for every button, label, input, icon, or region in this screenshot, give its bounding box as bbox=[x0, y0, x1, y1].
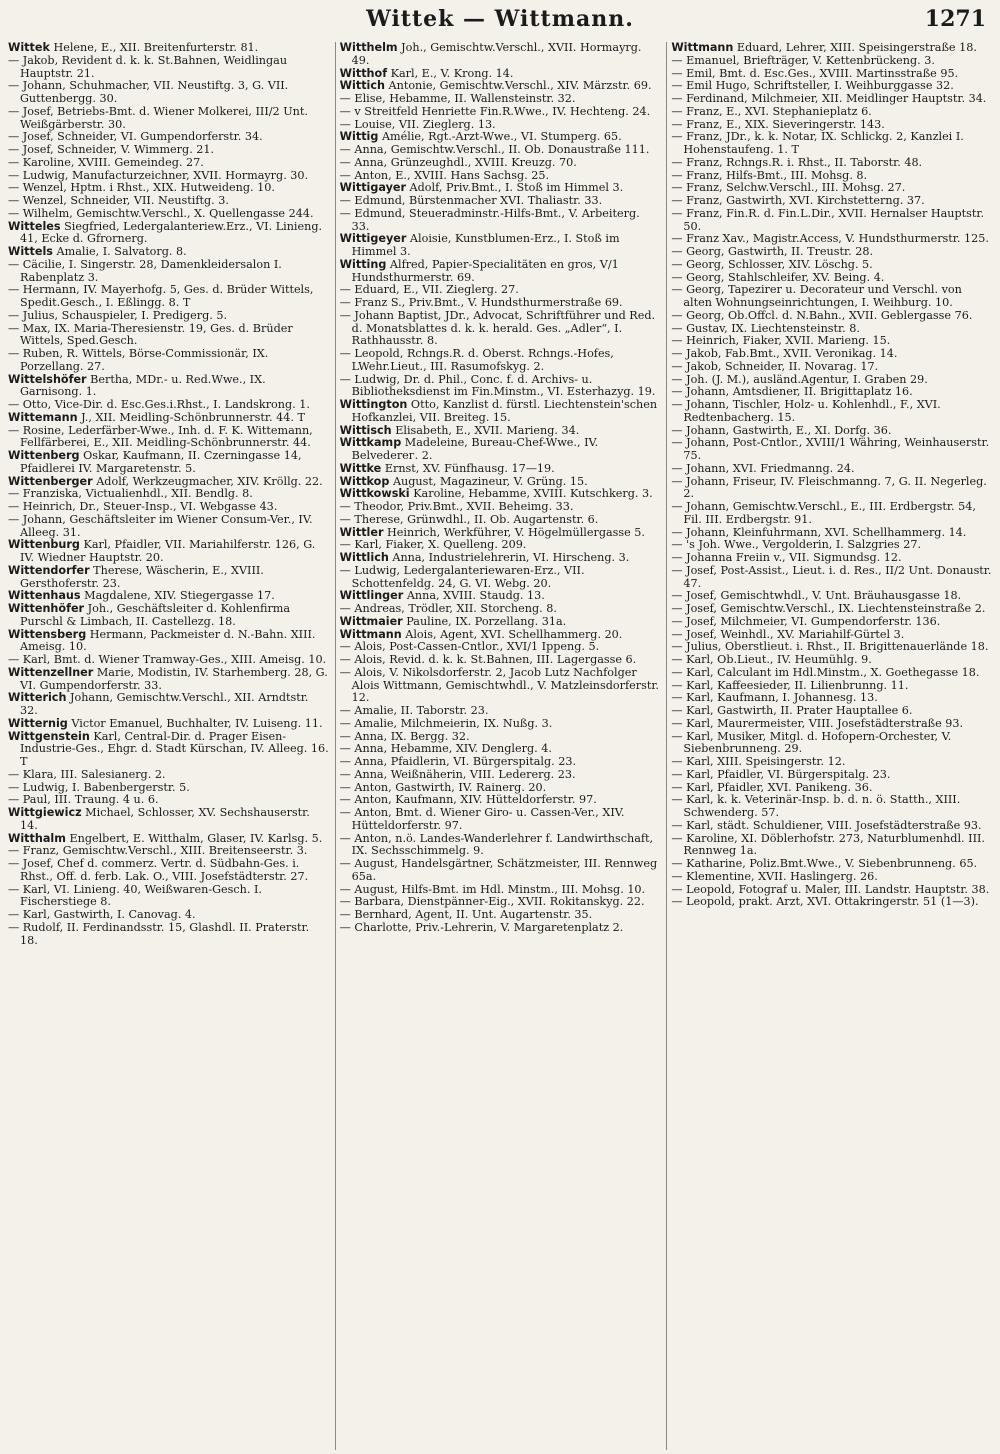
running-title: Wittek — Wittmann. bbox=[366, 6, 634, 32]
entry-text: Marie, Modistin, IV. Starhemberg. 28, G. VI. Gumpendorferstr. 33. bbox=[20, 665, 328, 692]
entry-text: Oskar, Kaufmann, II. Czerningasse 14, Pfaidlerei IV. Margaretenstr. 5. bbox=[20, 449, 302, 475]
entry-text: — Rosine, Lederfärber-Wwe., Inh. d. F. K. Wittemann, Fellfärberei, E., XII. Meidling-Schönbrunnerstr. 44. bbox=[8, 423, 313, 450]
directory-entry bbox=[340, 399, 661, 425]
entry-text: — 's Joh. Wwe., Vergolderin, I. Salzgries 27. bbox=[671, 538, 922, 552]
directory-entry bbox=[8, 55, 329, 81]
entry-text: — Jakob, Revident d. k. k. St.Bahnen, Weidlingau Hauptstr. 21. bbox=[8, 53, 288, 80]
entry-text: — Josef, Chef d. commerz. Vertr. d. Südbahn-Ges. i. Rhst., Off. d. ferb. Lak. O., VIII. Josefstädterstr. 27. bbox=[8, 857, 309, 883]
entry-text: — Georg, Gastwirth, II. Treustr. 28. bbox=[671, 245, 874, 258]
entry-text: Elisabeth, E., XVII. Marieng. 34. bbox=[391, 423, 580, 437]
entry-text: Eduard, Lehrer, XIII. Speisingerstraße 18. bbox=[733, 42, 977, 54]
directory-entry bbox=[8, 259, 329, 285]
entry-text: — Anton, Bmt. d. Wiener Giro- u. Cassen-Ver., XIV. Hütteldorferstr. 97. bbox=[339, 806, 625, 832]
entry-text: — Gustav, IX. Liechtensteinstr. 8. bbox=[671, 321, 860, 335]
directory-entry bbox=[8, 858, 329, 884]
entry-surname: Wittgiewicz bbox=[8, 806, 82, 819]
entry-surname: Wittenberg bbox=[8, 449, 80, 462]
entry-text: — Bernhard, Agent, II. Unt. Augartenstr. 35. bbox=[339, 908, 593, 921]
entry-text: August, Magazineur, V. Grüng. 15. bbox=[389, 474, 588, 488]
entry-text: — Alois, Post-Cassen-Cntlor., XVI/1 Ippeng. 5. bbox=[339, 640, 600, 654]
entry-surname: Wittek bbox=[8, 42, 50, 54]
entry-text: — Franz, Rchngs.R. i. Rhst., II. Taborstr. 48. bbox=[671, 155, 923, 169]
entry-text: Antonie, Gemischtw.Verschl., XIV. Märzstr. 69. bbox=[384, 79, 652, 93]
entry-text: — Johann, Kleinfuhrmann, XVI. Schellhammerg. 14. bbox=[671, 525, 967, 539]
entry-text: — Josef, Schneider, V. Wimmerg. 21. bbox=[8, 143, 215, 156]
entry-text: — Franz, Hilfs-Bmt., III. Mohsg. 8. bbox=[671, 168, 868, 182]
directory-entry bbox=[8, 603, 329, 629]
directory-entry bbox=[340, 807, 661, 833]
directory-entry bbox=[8, 884, 329, 910]
entry-text: — Ludwig, I. Babenbergerstr. 5. bbox=[8, 780, 190, 794]
entry-surname: Wittisch bbox=[339, 423, 392, 437]
column-middle bbox=[335, 42, 661, 1450]
entry-text: Amélie, Rgt.-Arzt-Wwe., VI. Stumperg. 65. bbox=[378, 130, 622, 144]
entry-text: — Louise, VII. Zieglerg. 13. bbox=[339, 117, 496, 131]
entry-surname: Wittkamp bbox=[339, 436, 402, 450]
entry-text: Amalie, I. Salvatorg. 8. bbox=[52, 245, 187, 258]
entry-text: — Katharine, Poliz.Bmt.Wwe., V. Siebenbrunneng. 65. bbox=[671, 857, 978, 870]
entry-text: Hermann, Packmeister d. N.-Bahn. XIII. Ameisg. 10. bbox=[20, 627, 316, 654]
entry-text: — Karoline, XVIII. Gemeindeg. 27. bbox=[8, 155, 204, 169]
directory-entry bbox=[340, 667, 661, 705]
entry-text: — Karl, Bmt. d. Wiener Tramway-Ges., XIII. Ameisg. 10. bbox=[8, 653, 327, 666]
directory-entry bbox=[8, 284, 329, 310]
entry-text: — Johann, Friseur, IV. Fleischmanng. 7, G. II. Negerleg. 2. bbox=[671, 474, 987, 501]
entry-text: — Anna, Weißnäherin, VIII. Ledererg. 23. bbox=[339, 767, 576, 781]
entry-text: — Josef, Post-Assist., Lieut. i. d. Res., II/2 Unt. Donaustr. 47. bbox=[671, 563, 992, 590]
entry-surname: Wittenzellner bbox=[8, 665, 94, 679]
entry-text: — Karl, Pfaidler, VI. Bürgerspitalg. 23. bbox=[671, 767, 891, 781]
directory-entry bbox=[340, 437, 661, 463]
entry-text: — Franziska, Victualienhdl., XII. Bendlg. 8. bbox=[8, 487, 253, 501]
entry-surname: Wittels bbox=[8, 245, 53, 258]
entry-text: — Karl, Ob.Lieut., IV. Heumühlg. 9. bbox=[671, 653, 872, 666]
entry-text: — Karl, k. k. Veterinär-Insp. b. d. n. ö. Statth., XIII. Schwenderg. 57. bbox=[671, 793, 961, 819]
entry-text: — Franz, Gemischtw.Verschl., XIII. Breitenseerstr. 3. bbox=[8, 844, 308, 858]
directory-entry bbox=[8, 374, 329, 400]
entry-surname: Wittensberg bbox=[8, 627, 87, 641]
entry-text: Madeleine, Bureau-Chef-Wwe., IV. Belvederег. 2. bbox=[351, 436, 599, 462]
entry-text: — Emil Hugo, Schriftsteller, I. Weihburggasse 32. bbox=[671, 79, 954, 93]
entry-text: — Georg, Stahlschleifer, XV. Being. 4. bbox=[671, 270, 885, 284]
entry-text: Heinrich, Werkführer, V. Högelmüllergasse 5. bbox=[383, 525, 645, 539]
entry-surname: Witthelm bbox=[339, 42, 398, 54]
entry-text: — Otto, Vice-Dir. d. Esc.Ges.i.Rhst., I. Landskrong. 1. bbox=[8, 398, 310, 411]
directory-entry bbox=[671, 284, 992, 310]
entry-surname: Wittmann bbox=[339, 627, 402, 641]
directory-entry bbox=[671, 131, 992, 157]
entry-text: — Karl, XIII. Speisingerstr. 12. bbox=[671, 755, 846, 768]
directory-entry bbox=[671, 501, 992, 527]
entry-text: J., XII. Meidling-Schönbrunnerstr. 44. T bbox=[77, 410, 305, 424]
entry-text: — Klementine, XVII. Haslingerg. 26. bbox=[671, 869, 878, 883]
entry-text: — Franz, E., XIX. Sieveringerstr. 143. bbox=[671, 117, 885, 131]
directory-entry bbox=[8, 348, 329, 374]
entry-surname: Wittenhöfer bbox=[8, 602, 85, 615]
entry-text: — Karl, VI. Linieng. 40, Weißwaren-Gesch. I. Fischerstiege 8. bbox=[8, 882, 262, 909]
directory-entry bbox=[340, 922, 661, 935]
entry-text: — Paul, III. Traung. 4 u. 6. bbox=[8, 793, 159, 807]
entry-text: — Anton, n.ö. Landes-Wanderlehrer f. Landwirthschaft, IX. Sechsschimmelg. 9. bbox=[339, 831, 654, 858]
entry-surname: Wittkowski bbox=[339, 487, 410, 501]
entry-text: — Julius, Schauspieler, I. Predigerg. 5. bbox=[8, 308, 228, 322]
entry-text: Alfred, Papier-Specialitäten en gros, V/1 Hundsthurmerstr. 69. bbox=[351, 257, 619, 284]
directory-entry bbox=[8, 922, 329, 948]
directory-entry bbox=[8, 221, 329, 247]
directory-entry bbox=[340, 348, 661, 374]
entry-text: — Johann, Geschäftsleiter im Wiener Consum-Ver., IV. Alleeg. 31. bbox=[8, 512, 313, 539]
entry-surname: Wittgenstein bbox=[8, 729, 90, 743]
directory-entry bbox=[8, 692, 329, 718]
entry-text: — Karl, Kaufmann, I. Johannesg. 13. bbox=[671, 691, 878, 705]
entry-text: — August, Handelsgärtner, Schätzmeister, III. Rennweg 65a. bbox=[339, 857, 658, 883]
page-header bbox=[0, 6, 1000, 36]
entry-text: — Alois, V. Nikolsdorferstr. 2, Jacob Lutz Nachfolger Alois Wittmann, Gemischtwhdl., V. Matzleinsdorferstr. 12. bbox=[339, 665, 659, 705]
entry-text: — Julius, Oberstlieut. i. Rhst., II. Brigittenauerlände 18. bbox=[671, 640, 989, 654]
entry-surname: Wittke bbox=[339, 461, 382, 475]
entry-text: Johann, Gemischtw.Verschl., XII. Arndtstr. 32. bbox=[20, 691, 309, 717]
entry-text: — Johann, XVI. Friedmanng. 24. bbox=[671, 461, 855, 475]
entry-text: — Heinrich, Dr., Steuer-Insp., VI. Webgasse 43. bbox=[8, 500, 278, 513]
entry-surname: Wittelshöfer bbox=[8, 372, 87, 386]
entry-text: Engelbert, E. Witthalm, Glaser, IV. Karlsg. 5. bbox=[65, 831, 323, 845]
entry-text: — Klara, III. Salesianerg. 2. bbox=[8, 767, 166, 781]
entry-text: — Leopold, prakt. Arzt, XVI. Ottakringerstr. 51 (1—3). bbox=[671, 895, 979, 909]
entry-text: Joh., Geschäftsleiter d. Kohlenfirma Purschl & Limbach, II. Castellezg. 18. bbox=[20, 602, 291, 628]
entry-text: Karl, Central-Dir. d. Prager Eisen-Industrie-Ges., Ehgr. d. Stadt Kürschan, IV. Alleeg. 16. T bbox=[20, 729, 329, 768]
entry-text: — Heinrich, Fiaker, XVII. Marieng. 15. bbox=[671, 334, 891, 348]
entry-text: — Andreas, Trödler, XII. Storcheng. 8. bbox=[339, 602, 557, 615]
directory-entry bbox=[671, 399, 992, 425]
entry-text: — Josef, Schneider, VI. Gumpendorferstr. 34. bbox=[8, 130, 263, 144]
entry-text: — Karl, städt. Schuldiener, VIII. Josefstädterstraße 93. bbox=[671, 818, 982, 832]
directory-entry bbox=[8, 450, 329, 476]
entry-text: — Johann, Gemischtw.Verschl., E., III. Erdbergstr. 54, Fil. III. Erdbergstr. 91. bbox=[671, 500, 976, 526]
columns bbox=[8, 42, 992, 1450]
entry-text: — Anton, E., XVIII. Hans Sachsg. 25. bbox=[339, 168, 550, 182]
entry-text: — Anton, Kaufmann, XIV. Hütteldorferstr. 97. bbox=[339, 793, 597, 807]
directory-entry bbox=[8, 425, 329, 451]
entry-text: — Josef, Gemischtwhdl., V. Unt. Bräuhausgasse 18. bbox=[671, 589, 962, 603]
entry-text: — Wenzel, Schneider, VII. Neustiftg. 3. bbox=[8, 194, 229, 207]
entry-surname: Wittmann bbox=[671, 42, 734, 54]
entry-text: — Emil, Bmt. d. Esc.Ges., XVIII. Martinsstraße 95. bbox=[671, 66, 959, 80]
entry-text: — Ferdinand, Milchmeier, XII. Meidlinger Hauptstr. 34. bbox=[671, 92, 987, 105]
entry-text: — Emanuel, Briefträger, V. Kettenbrückeng. 3. bbox=[671, 53, 935, 67]
entry-text: — Edmund, Steueradminstr.-Hilfs-Bmt., V. Arbeiterg. 33. bbox=[339, 206, 640, 233]
entry-text: — Georg, Ob.Offcl. d. N.Bahn., XVII. Geblergasse 76. bbox=[671, 308, 973, 322]
entry-text: — Karoline, XI. Döblerhofstr. 273, Naturblumenhdl. III. Rennweg 1a. bbox=[671, 831, 985, 858]
directory-entry bbox=[8, 106, 329, 132]
entry-surname: Wittenberger bbox=[8, 474, 93, 488]
directory-entry bbox=[340, 374, 661, 400]
entry-text: — Jakob, Fab.Bmt., XVII. Veronikag. 14. bbox=[671, 347, 898, 360]
entry-surname: Wittington bbox=[339, 398, 408, 411]
entry-surname: Wittenburg bbox=[8, 538, 80, 552]
entry-text: — Johanna Freiin v., VII. Sigmundsg. 12. bbox=[671, 551, 902, 564]
directory-entry bbox=[671, 437, 992, 463]
entry-text: — Georg, Schlosser, XIV. Löschg. 5. bbox=[671, 257, 873, 271]
entry-surname: Witthalm bbox=[8, 831, 66, 845]
entry-text: Adolf, Werkzeugmacher, XIV. Kröllg. 22. bbox=[92, 474, 323, 488]
entry-surname: Wittenhaus bbox=[8, 589, 81, 603]
entry-text: — Leopold, Rchngs.R. d. Oberst. Rchngs.-Hofes, LWehr.Lieut., III. Rasumofskyg. 2. bbox=[339, 347, 614, 373]
directory-entry bbox=[671, 208, 992, 234]
entry-text: — Charlotte, Priv.-Lehrerin, V. Margaretenplatz 2. bbox=[339, 920, 624, 934]
entry-text: — Franz, E., XVI. Stephanieplatz 6. bbox=[671, 104, 872, 118]
entry-text: — Amalie, Milchmeierin, IX. Nußg. 3. bbox=[339, 716, 553, 730]
entry-text: — Wilhelm, Gemischtw.Verschl., X. Quellengasse 244. bbox=[8, 206, 314, 220]
entry-text: Victor Emanuel, Buchhalter, IV. Luiseng. 11. bbox=[67, 716, 323, 730]
entry-text: Aloisie, Kunstblumen-Erz., I. Stoß im Himmel 3. bbox=[351, 232, 620, 258]
entry-surname: Wittig bbox=[339, 130, 379, 144]
entry-surname: Witternig bbox=[8, 716, 68, 730]
entry-text: — Karl, Gastwirth, II. Prater Hauptallee 6. bbox=[671, 704, 913, 717]
directory-entry bbox=[340, 310, 661, 348]
directory-entry bbox=[8, 80, 329, 106]
entry-text: — Edmund, Bürstenmacher XVI. Thaliastr. 33. bbox=[339, 194, 603, 207]
entry-text: — Anna, Pfaidlerin, VI. Bürgerspitalg. 23. bbox=[339, 755, 577, 768]
directory-entry bbox=[8, 565, 329, 591]
entry-text: — Elise, Hebamme, II. Wallensteinstr. 32. bbox=[339, 92, 576, 105]
directory-entry bbox=[8, 807, 329, 833]
entry-text: Helene, E., XII. Breitenfurterstr. 81. bbox=[49, 42, 259, 54]
entry-text: — August, Hilfs-Bmt. im Hdl. Minstm., III. Mohsg. 10. bbox=[339, 882, 646, 896]
directory-entry bbox=[340, 233, 661, 259]
entry-text: — Karl, Pfaidler, XVI. Panikeng. 36. bbox=[671, 780, 873, 794]
entry-surname: Wittlich bbox=[339, 551, 389, 564]
entry-text: — Anna, Grünzeughdl., XVIII. Kreuzg. 70. bbox=[339, 155, 577, 169]
entry-text: — Franz, Fin.R. d. Fin.L.Dir., XVII. Hernalser Hauptstr. 50. bbox=[671, 206, 985, 233]
entry-text: — Max, IX. Maria-Theresienstr. 19, Ges. d. Brüder Wittels, Sped.Gesch. bbox=[8, 321, 293, 348]
entry-text: Adolf, Priv.Bmt., I. Stoß im Himmel 3. bbox=[406, 181, 624, 195]
column-right bbox=[666, 42, 992, 1450]
directory-entry bbox=[671, 833, 992, 859]
directory-entry bbox=[671, 565, 992, 591]
entry-text: — Johann, Schuhmacher, VII. Neustiftg. 3, G. VII. Guttenbergg. 30. bbox=[8, 79, 289, 105]
entry-surname: Wittmaier bbox=[339, 614, 403, 628]
entry-text: — Franz, JDr., k. k. Notar, IX. Schlickg. 2, Kanzlei I. Hohenstaufeng. 1. T bbox=[671, 130, 964, 156]
entry-text: Pauline, IX. Porzellang. 31a. bbox=[402, 614, 567, 628]
entry-surname: Witterich bbox=[8, 691, 67, 705]
entry-text: — Anna, IX. Bergg. 32. bbox=[339, 729, 470, 743]
entry-text: — Eduard, E., VII. Zieglerg. 27. bbox=[339, 283, 519, 297]
entry-surname: Wittigayer bbox=[339, 181, 406, 195]
entry-text: Anna, Industrielehrerin, VI. Hirscheng. 3. bbox=[388, 551, 630, 564]
entry-text: Alois, Agent, XVI. Schellhammerg. 20. bbox=[401, 627, 623, 641]
entry-text: — Leopold, Fotograf u. Maler, III. Landstr. Hauptstr. 38. bbox=[671, 882, 990, 896]
entry-text: — Johann, Post-Cntlor., XVIII/1 Währing, Weinhauserstr. 75. bbox=[671, 436, 990, 462]
entry-text: — Anna, Hebamme, XIV. Denglerg. 4. bbox=[339, 742, 552, 756]
entry-text: — Wenzel, Hptm. i Rhst., XIX. Hutweideng. 10. bbox=[8, 181, 275, 195]
entry-text: Karoline, Hebamme, XVIII. Kutschkerg. 3. bbox=[409, 487, 653, 501]
entry-surname: Wittendorfer bbox=[8, 563, 90, 577]
entry-text: — Rudolf, II. Ferdinandsstr. 15, Glashdl. II. Praterstr. 18. bbox=[8, 920, 310, 947]
entry-text: — Amalie, II. Taborstr. 23. bbox=[339, 704, 489, 717]
entry-text: — Therese, Grünwdhl., II. Ob. Augartenstr. 6. bbox=[339, 512, 599, 526]
entry-text: — Karl, Maurermeister, VIII. Josefstädterstraße 93. bbox=[671, 716, 964, 730]
entry-text: Siegfried, Ledergalanteriew.Erz., VI. Linieng. 41, Ecke d. Gfrornerg. bbox=[20, 219, 323, 246]
entry-text: — Franz, Selchw.Verschl., III. Mohsg. 27. bbox=[671, 181, 906, 195]
directory-entry bbox=[8, 514, 329, 540]
entry-text: — Josef, Weinhdl., XV. Mariahilf-Gürtel 3. bbox=[671, 627, 905, 641]
directory-entry bbox=[8, 323, 329, 349]
entry-text: — v Streitfeld Henriette Fin.R.Wwe., IV. Hechteng. 24. bbox=[339, 104, 651, 118]
entry-text: — Karl, Calculant im Hdl.Minstm., X. Goethegasse 18. bbox=[671, 665, 980, 679]
entry-text: — Alois, Revid. d. k. k. St.Bahnen, III. Lagergasse 6. bbox=[339, 653, 637, 666]
entry-text: — Cäcilie, I. Singerstr. 28, Damenkleidersalon I. Rabenplatz 3. bbox=[8, 257, 282, 284]
directory-entry bbox=[671, 476, 992, 502]
entry-text: — Karl, Gastwirth, I. Canovag. 4. bbox=[8, 908, 196, 921]
entry-text: Bertha, MDr.- u. Red.Wwe., IX. Garnisong. 1. bbox=[20, 372, 266, 399]
directory-entry bbox=[8, 667, 329, 693]
directory-entry bbox=[8, 629, 329, 655]
directory-entry bbox=[340, 259, 661, 285]
entry-text: — Anton, Gastwirth, IV. Rainerg. 20. bbox=[339, 780, 547, 794]
entry-text: — Johann, Gastwirth, E., XI. Dorfg. 36. bbox=[671, 423, 892, 437]
directory-entry bbox=[8, 539, 329, 565]
entry-text: — Theodor, Priv.Bmt., XVII. Beheimg. 33. bbox=[339, 500, 574, 513]
directory-entry bbox=[340, 833, 661, 859]
entry-text: — Franz Xav., Magistr.Access, V. Hundsthurmerstr. 125. bbox=[671, 232, 989, 246]
entry-surname: Wittich bbox=[339, 79, 385, 93]
entry-text: — Franz, Gastwirth, XVI. Kirchstetterng. 37. bbox=[671, 194, 925, 207]
entry-surname: Witthof bbox=[339, 66, 388, 80]
entry-text: — Josef, Betriebs-Bmt. d. Wiener Molkerei, III/2 Unt. Weißgärberstr. 30. bbox=[8, 104, 308, 131]
entry-text: — Ruben, R. Wittels, Börse-Commissionär, IX. Porzellang. 27. bbox=[8, 347, 269, 373]
entry-text: Otto, Kanzlist d. fürstl. Liechtenstein'schen Hofkanzlei, VII. Breiteg. 15. bbox=[351, 398, 658, 424]
entry-surname: Witteles bbox=[8, 219, 61, 233]
entry-surname: Wittigeyer bbox=[339, 232, 407, 246]
entry-text: Anna, XVIII. Staudg. 13. bbox=[403, 589, 545, 603]
column-left bbox=[8, 42, 329, 1450]
entry-text: — Georg, Tapezirer u. Decorateur und Verschl. von alten Wohnungseinrichtungen, I. Weihburg. 10. bbox=[671, 283, 962, 309]
directory-entry bbox=[671, 731, 992, 757]
entry-text: — Karl, Musiker, Mitgl. d. Hofopern-Orchester, V. Siebenbrunneng. 29. bbox=[671, 729, 952, 756]
entry-text: — Josef, Gemischtw.Verschl., IX. Liechtensteinstraße 2. bbox=[671, 602, 986, 615]
directory-entry bbox=[671, 794, 992, 820]
entry-text: — Anna, Gemischtw.Verschl., II. Ob. Donaustraße 111. bbox=[339, 143, 650, 156]
entry-text: — Jakob, Schneider, II. Novarag. 17. bbox=[671, 359, 879, 373]
directory-entry bbox=[340, 42, 661, 68]
page-number: 1271 bbox=[924, 6, 986, 32]
directory-entry bbox=[671, 896, 992, 909]
directory-entry bbox=[340, 565, 661, 591]
entry-text: Joh., Gemischtw.Verschl., XVII. Hormayrg. 49. bbox=[351, 42, 642, 67]
entry-text: Karl, Pfaidler, VII. Mariahilferstr. 126, G. IV. Wiedner Hauptstr. 20. bbox=[20, 538, 316, 564]
entry-surname: Wittler bbox=[339, 525, 384, 539]
entry-text: — Karl, Kaffeesieder, II. Lilienbrunng. 11. bbox=[671, 678, 909, 692]
entry-text: — Josef, Milchmeier, VI. Gumpendorferstr. 136. bbox=[671, 614, 941, 628]
entry-text: — Johann, Tischler, Holz- u. Kohlenhdl., F., XVI. Redtenbacherg. 15. bbox=[671, 398, 941, 424]
entry-text: — Franz S., Priv.Bmt., V. Hundsthurmerstraße 69. bbox=[339, 296, 623, 309]
entry-surname: Wittemann bbox=[8, 410, 78, 424]
directory-entry bbox=[8, 731, 329, 769]
entry-text: Ernst, XV. Fünfhausg. 17—19. bbox=[381, 461, 555, 475]
entry-text: Magdalene, XIV. Stiegergasse 17. bbox=[80, 589, 275, 603]
entry-surname: Wittlinger bbox=[339, 589, 404, 603]
directory-entry bbox=[340, 858, 661, 884]
entry-text: — Barbara, Dienstpänner-Eig., XVII. Rokitanskyg. 22. bbox=[339, 895, 645, 909]
entry-text: — Johann Baptist, JDr., Advocat, Schriftführer und Red. d. Monatsblattes d. k. k. herald. Ges. „Adler“, I. Rathhausstr. 8. bbox=[339, 308, 656, 348]
entry-text: Michael, Schlosser, XV. Sechshauserstr. 14. bbox=[20, 806, 310, 832]
entry-surname: Witting bbox=[339, 257, 387, 271]
entry-text: — Hermann, IV. Mayerhofg. 5, Ges. d. Brüder Wittels, Spedit.Gesch., I. Eßlingg. 8. T bbox=[8, 283, 314, 309]
entry-text: — Ludwig, Dr. d. Phil., Conc. f. d. Archivs- u. Bibliotheksdienst im Fin.Minstm., VI. Esterhazyg. 19. bbox=[339, 372, 656, 399]
directory-entry bbox=[340, 208, 661, 234]
entry-text: Therese, Wäscherin, E., XVIII. Gersthoferstr. 23. bbox=[20, 563, 264, 590]
entry-text: — Ludwig, Manufacturzeichner, XVII. Hormayrg. 30. bbox=[8, 168, 309, 182]
entry-text: — Karl, Fiaker, X. Quelleng. 209. bbox=[339, 538, 527, 552]
entry-text: Karl, E., V. Krong. 14. bbox=[387, 66, 514, 80]
entry-text: — Johann, Amtsdiener, II. Brigittaplatz 16. bbox=[671, 385, 913, 399]
entry-text: — Joh. (J. M.), ausländ.Agentur, I. Graben 29. bbox=[671, 372, 928, 386]
entry-text: — Ludwig, Ledergalanteriewaren-Erz., VII. Schottenfeldg. 24, G. VI. Webg. 20. bbox=[339, 563, 585, 590]
entry-surname: Wittkop bbox=[339, 474, 390, 488]
